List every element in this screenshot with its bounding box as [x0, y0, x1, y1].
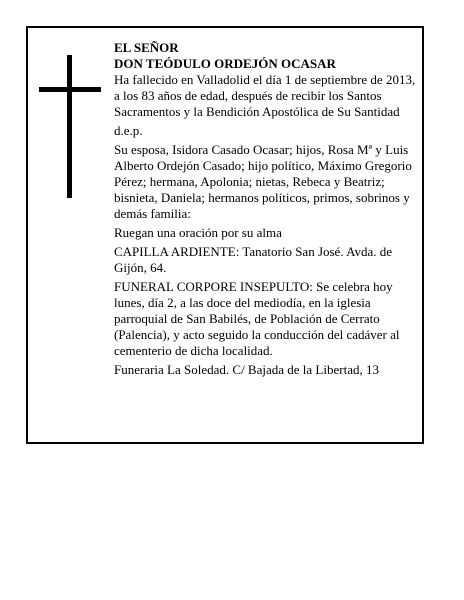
funeral-info: FUNERAL CORPORE INSEPULTO: Se celebra hoy lunes, día 2, a las doce del mediodía, en la iglesia parroquial de San Babilés, de Población de Cerrato (Palencia), y acto seguido la conducción del cadáver al cementerio de dicha localidad.: [114, 279, 400, 358]
family-list: Su esposa, Isidora Casado Ocasar; hijos, Rosa Mª y Luis Alberto Ordejón Casado; hijo político, Máximo Gregorio Pérez; hermana, Apolonia; nietas, Rebeca y Beatriz; bisnieta, Daniela; hermanos políticos, primos, sobrinos y demás familia:: [114, 142, 412, 221]
cross-vertical-bar: [67, 55, 72, 198]
dep-abbreviation: d.e.p.: [114, 123, 143, 138]
obituary-notice: [26, 26, 424, 444]
funeral-home: Funeraria La Soledad. C/ Bajada de la Libertad, 13: [114, 362, 379, 377]
death-announcement: Ha fallecido en Valladolid el día 1 de septiembre de 2013, a los 83 años de edad, después de recibir los Santos Sacramentos y la Bendición Apostólica de Su Santidad: [114, 72, 416, 119]
chapel-info: CAPILLA ARDIENTE: Tanatorio San José. Avda. de Gijón, 64.: [114, 244, 393, 275]
obituary-text: [114, 40, 418, 381]
heading-title: EL SEÑOR: [114, 40, 179, 55]
prayer-request: Ruegan una oración por su alma: [114, 225, 282, 240]
cross-horizontal-bar: [39, 87, 101, 92]
deceased-name: DON TEÓDULO ORDEJÓN OCASAR: [114, 56, 336, 71]
